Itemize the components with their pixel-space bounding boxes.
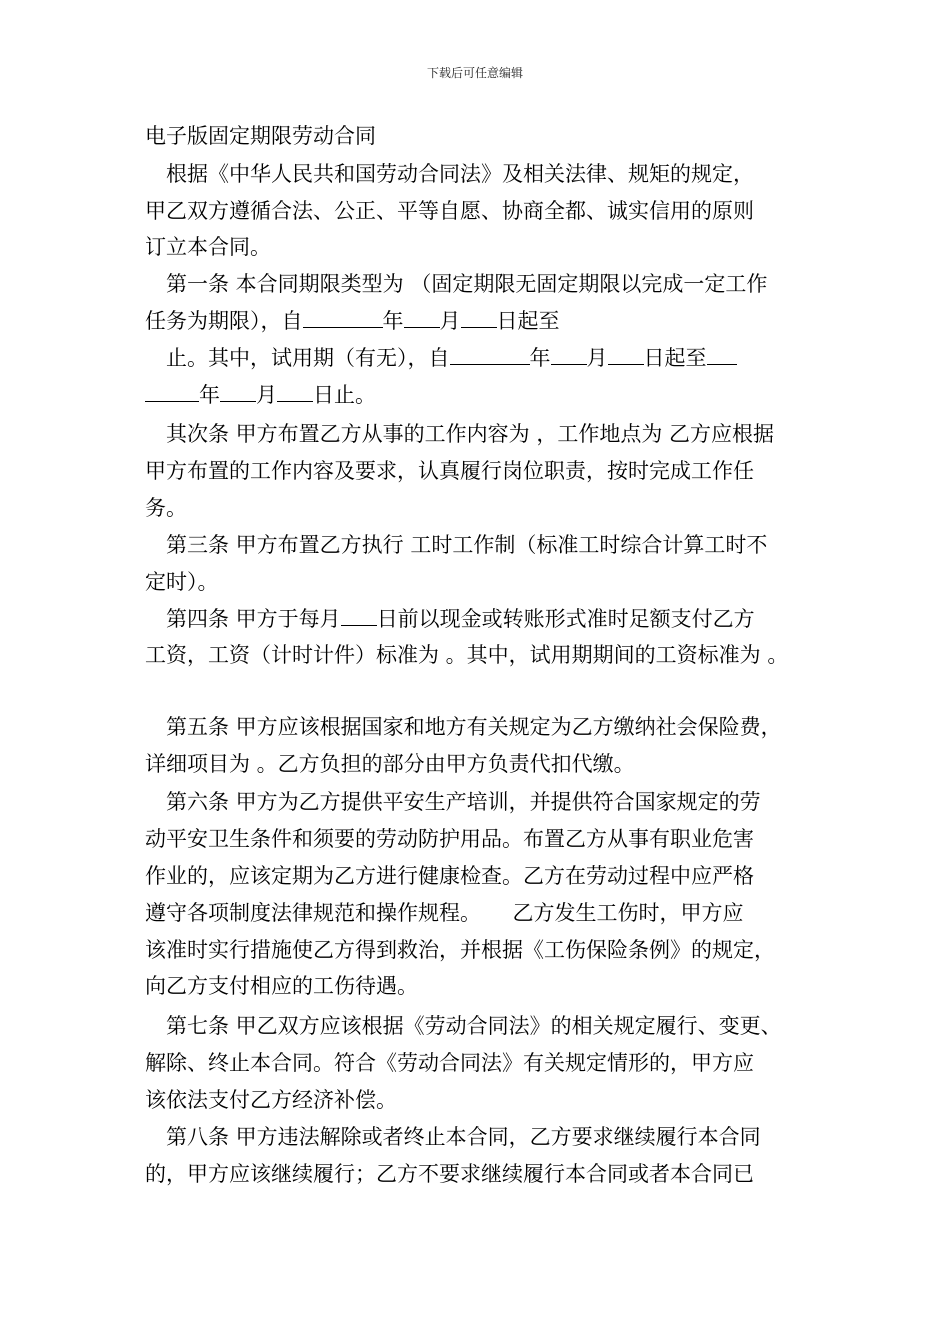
article-2-line: 务。 (145, 496, 187, 520)
article-3-line: 定时）。 (145, 570, 219, 594)
blank-field (707, 345, 737, 365)
intro-line: 订立本合同。 (145, 235, 271, 259)
article-7-line: 该依法支付乙方经济补偿。 (145, 1088, 397, 1112)
inline-text: 月 (439, 309, 461, 333)
article-6-line: 作业的，应该定期为乙方进行健康检查。乙方在劳动过程中应严格 (145, 864, 754, 888)
article-8-line: 的，甲方应该继续履行；乙方不要求继续履行本合同或者本合同已 (145, 1162, 754, 1186)
blank-field (303, 308, 383, 328)
article-2-line: 甲方布置的工作内容及要求，认真履行岗位职责，按时完成工作任 (145, 459, 754, 483)
article-6-line: 遵守各项制度法律规范和操作规程。 乙方发生工伤时，甲方应 (145, 901, 744, 925)
blank-field (450, 345, 530, 365)
inline-text: 月 (586, 346, 608, 370)
inline-text: 日起至 (496, 309, 560, 333)
article-1-line: 第一条 本合同期限类型为 （固定期限无固定期限以完成一定工作 (166, 272, 768, 296)
inline-text: 第四条 甲方于每月 (166, 607, 341, 631)
blank-field (277, 382, 313, 402)
intro-line: 甲乙双方遵循合法、公正、平等自愿、协商全都、诚实信用的原则 (145, 199, 754, 223)
document-title: 电子版固定期限劳动合同 (145, 124, 376, 148)
article-3-line: 第三条 甲方布置乙方执行 工时工作制（标准工时综合计算工时不 (166, 533, 768, 557)
article-4-line: 工资，工资（计时计件）标准为 。其中，试用期期间的工资标准为 。 (145, 643, 789, 667)
intro-line: 根据《中华人民共和国劳动合同法》及相关法律、规矩的规定， (166, 162, 754, 186)
inline-text: 日止。 (313, 383, 376, 407)
inline-text: 年 (382, 309, 404, 333)
inline-text: 月 (256, 383, 277, 407)
article-1-line (166, 344, 737, 372)
page-header-note: 下载后可任意编辑 (426, 66, 523, 80)
blank-field (220, 382, 256, 402)
article-1-line (145, 307, 560, 335)
blank-field (608, 345, 644, 365)
inline-text: 日前以现金或转账形式准时足额支付乙方 (376, 607, 755, 631)
blank-field (461, 308, 497, 328)
article-8-line: 第八条 甲方违法解除或者终止本合同，乙方要求继续履行本合同 (166, 1125, 761, 1149)
article-6-line: 向乙方支付相应的工伤待遇。 (145, 974, 418, 998)
article-4-line (166, 605, 755, 633)
article-6-line: 该准时实行措施使乙方得到救治，并根据《工伤保险条例》的规定， (145, 938, 775, 962)
inline-text: 日起至 (643, 346, 707, 370)
inline-text: 止。其中，试用期（有无），自 (166, 346, 450, 370)
article-7-line: 解除、终止本合同。符合《劳动合同法》有关规定情形的，甲方应 (145, 1051, 754, 1075)
article-6-line: 动平安卫生条件和须要的劳动防护用品。布置乙方从事有职业危害 (145, 827, 754, 851)
article-1-line (145, 381, 376, 409)
inline-text: 任务为期限），自 (145, 309, 303, 333)
inline-text: 年 (529, 346, 551, 370)
article-5-line: 详细项目为 。乙方负担的部分由甲方负责代扣代缴。 (145, 752, 635, 776)
inline-text: 年 (199, 383, 220, 407)
article-5-line: 第五条 甲方应该根据国家和地方有关规定为乙方缴纳社会保险费， (166, 715, 782, 739)
blank-field (404, 308, 440, 328)
blank-field (145, 382, 199, 402)
article-2-line: 其次条 甲方布置乙方从事的工作内容为 ，工作地点为 乙方应根据 (166, 422, 775, 446)
blank-field (341, 606, 377, 626)
blank-field (551, 345, 587, 365)
article-7-line: 第七条 甲乙双方应该根据《劳动合同法》的相关规定履行、变更、 (166, 1014, 782, 1038)
article-6-line: 第六条 甲方为乙方提供平安生产培训，并提供符合国家规定的劳 (166, 790, 761, 814)
